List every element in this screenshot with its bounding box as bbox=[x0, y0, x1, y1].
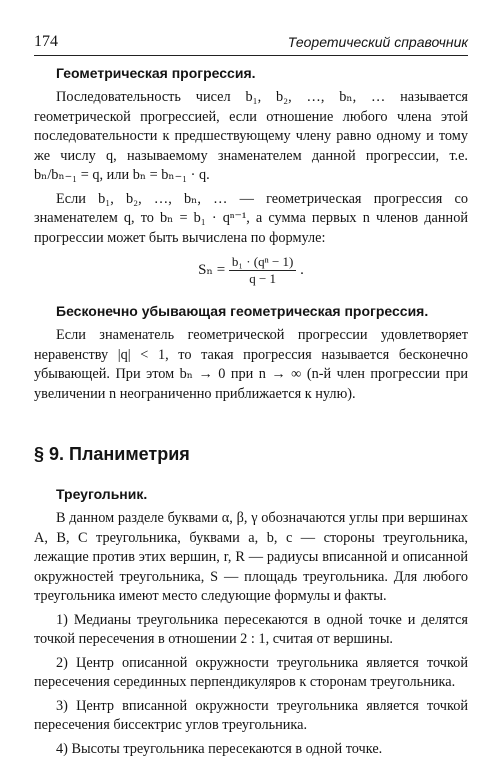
list-item-3: 3) Центр вписанной окружности треугольника является точкой пересечения биссектрис углов треугольника. bbox=[34, 697, 468, 736]
formula-fraction bbox=[229, 254, 296, 287]
formula-lhs: Sₙ = bbox=[198, 262, 225, 278]
triangle-intro-paragraph: В данном разделе буквами α, β, γ обозначаются углы при вершинах A, B, C треугольника, буквами a, b, c — стороны треугольника, лежащие против этих вершин, r, R — радиусы вписанной и описанной окружностей треугольника, S — площадь треугольника. Для любого треугольника имеют место следующие формулы и факты. bbox=[34, 509, 468, 607]
running-title: Теоретический справочник bbox=[288, 34, 468, 50]
geometric-sum-paragraph: Если b₁, b₂, …, bₙ, … — геометрическая прогрессия со знаменателем q, то bₙ = b₁ · qⁿ⁻¹, а сумма первых n членов данной прогрессии может быть вычислена по формуле: bbox=[34, 190, 468, 249]
infinite-progression-paragraph: Если знаменатель геометрической прогрессии удовлетворяет неравенству |q| < 1, то такая прогрессия называется бесконечно убывающей. При этом bₙ → 0 при n → ∞ (n-й член прогрессии при увеличении n неограниченно приближается к нулю). bbox=[34, 326, 468, 404]
triangle-heading: Треугольник. bbox=[56, 485, 468, 503]
infinite-progression-heading: Бесконечно убывающая геометрическая прогрессия. bbox=[56, 302, 468, 320]
formula-denominator: q − 1 bbox=[229, 271, 296, 287]
formula-numerator: b₁ · (qⁿ − 1) bbox=[229, 254, 296, 271]
page-number: 174 bbox=[34, 33, 58, 51]
list-item-2: 2) Центр описанной окружности треугольника является точкой пересечения серединных перпендикуляров к сторонам треугольника. bbox=[34, 654, 468, 693]
geometric-definition-paragraph: Последовательность чисел b₁, b₂, …, bₙ, … называется геометрической прогрессией, если отношение любого члена этой последовательности к предшествующему члену равно одному и тому же числу q, называемому знаменателем данной прогрессии, т.е. bₙ/bₙ₋₁ = q, или bₙ = bₙ₋₁ · q. bbox=[34, 88, 468, 186]
list-item-4: 4) Высоты треугольника пересекаются в одной точке. bbox=[34, 740, 468, 759]
formula-period: . bbox=[300, 262, 304, 278]
geometric-progression-heading: Геометрическая прогрессия. bbox=[56, 64, 468, 82]
page-header bbox=[34, 31, 468, 56]
page-body bbox=[34, 64, 468, 759]
section-title: § 9. Планиметрия bbox=[34, 444, 468, 465]
sum-formula bbox=[34, 254, 468, 294]
list-item-1: 1) Медианы треугольника пересекаются в одной точке и делятся точкой пересечения в отношении 2 : 1, считая от вершины. bbox=[34, 611, 468, 650]
